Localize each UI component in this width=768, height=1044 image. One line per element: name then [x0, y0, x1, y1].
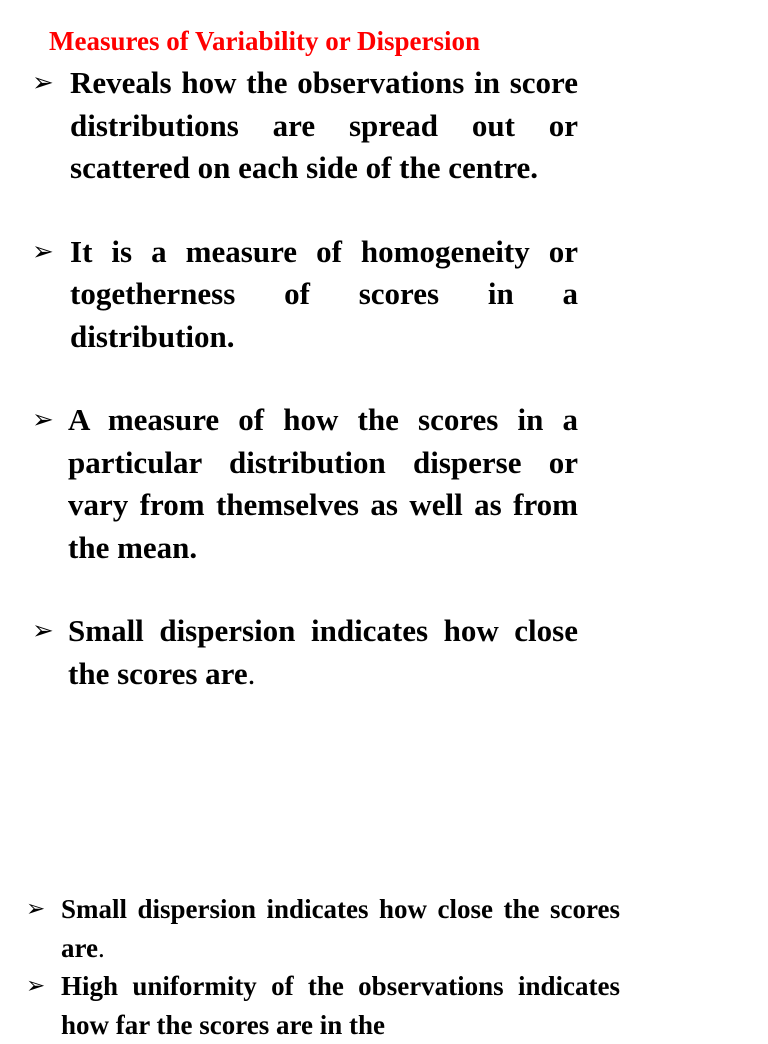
bullet-list	[30, 62, 578, 695]
slide-title: Measures of Variability or Dispersion	[49, 26, 481, 56]
bullet-text: A measure of how the scores in a particular distribution disperse or vary from themselves as well as from the mean.	[68, 402, 578, 565]
next-slide-bullet-list	[24, 890, 620, 1044]
arrow-bullet-icon: ➢	[26, 973, 46, 999]
bullet-text: Small dispersion indicates how close the scores are	[68, 613, 578, 691]
arrow-bullet-icon: ➢	[32, 236, 54, 267]
list-item	[24, 890, 620, 967]
list-item	[30, 399, 578, 569]
arrow-bullet-icon: ➢	[32, 405, 54, 435]
bullet-text: Reveals how the observations in score distributions are spread out or scattered on each side of the centre.	[70, 65, 578, 185]
bullet-text: High uniformity of the observations indicates how far the scores are in the	[61, 971, 620, 1040]
arrow-bullet-icon: ➢	[26, 896, 46, 922]
list-item	[30, 62, 578, 190]
bullet-tail: .	[247, 655, 256, 691]
list-item	[24, 967, 620, 1044]
list-item	[30, 231, 578, 359]
arrow-bullet-icon: ➢	[32, 616, 54, 646]
bullet-text: Small dispersion indicates how close the scores are	[61, 894, 620, 963]
bullet-tail: .	[97, 932, 105, 963]
bullet-text: It is a measure of homogeneity or togetherness of scores in a distribution.	[70, 233, 578, 354]
arrow-bullet-icon: ➢	[32, 68, 54, 98]
list-item	[30, 610, 578, 695]
